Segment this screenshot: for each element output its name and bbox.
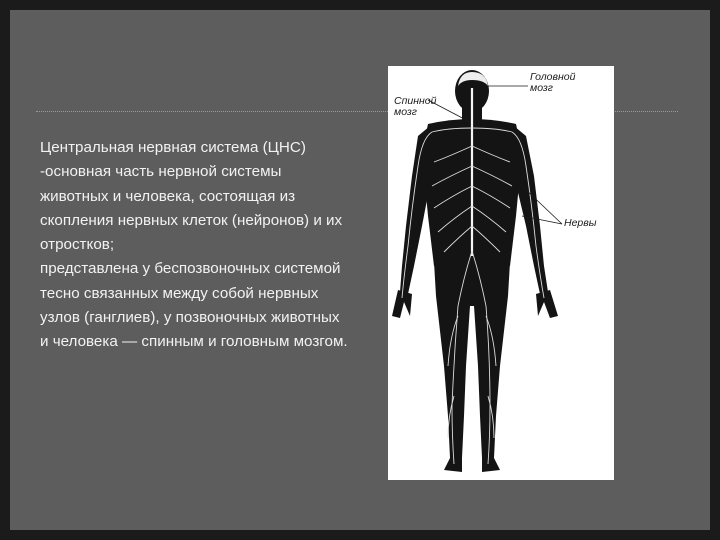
paragraph-cns-definition: Центральная нервная система (ЦНС) -основная часть нервной системы животных и человека, состоящая из скопления нервных клеток (нейронов) и их отростков;: [40, 139, 343, 254]
label-nerves: Нервы: [564, 217, 597, 229]
nervous-system-figure: [388, 66, 614, 480]
label-spinal-cord: Спинной мозг: [394, 95, 437, 118]
human-nervous-system-illustration: [388, 66, 614, 480]
paragraph-cns-representation: представлена у беспозвоночных системой тесно связанных между собой нервных узлов (ганглиев), у позвоночных животных и человека — спинным и головным мозгом.: [40, 260, 348, 351]
body-text: [40, 136, 352, 355]
label-brain: Головной мозг: [530, 71, 576, 94]
